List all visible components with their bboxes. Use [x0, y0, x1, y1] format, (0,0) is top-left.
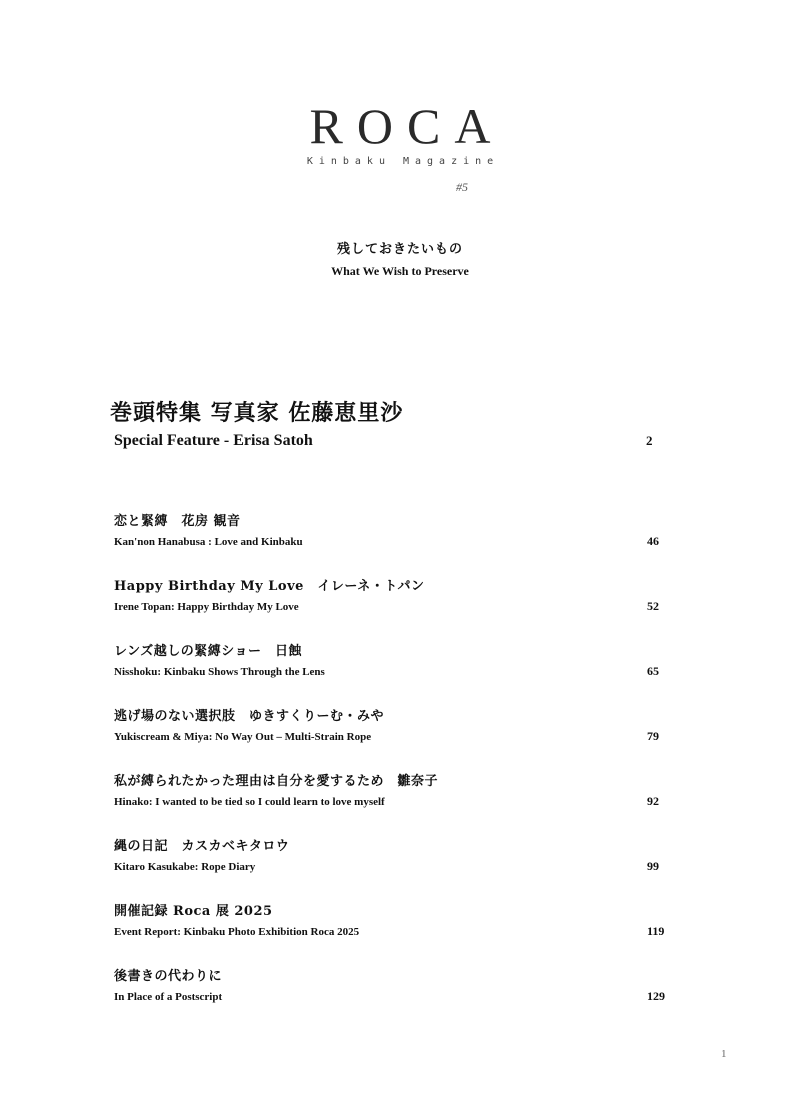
- toc-entry[interactable]: [114, 642, 674, 707]
- toc-title-en: Kitaro Kasukabe: Rope Diary: [114, 861, 256, 873]
- magazine-logo: ROCA: [309, 98, 505, 154]
- toc-title-en: Irene Topan: Happy Birthday My Love: [114, 601, 299, 613]
- toc-entry[interactable]: [114, 837, 674, 902]
- toc-entry[interactable]: [114, 512, 674, 577]
- toc-title-ja: レンズ越しの緊縛ショー 日蝕: [114, 644, 303, 659]
- toc-page-number: 52: [647, 599, 659, 613]
- toc-page-number: 119: [647, 924, 665, 938]
- toc-page-number: 65: [647, 664, 659, 678]
- page-folio: 1: [721, 1048, 727, 1060]
- toc-title-ja: 開催記録 Roca 展 2025: [114, 904, 273, 919]
- toc-page-number: 79: [647, 729, 659, 743]
- toc-entry[interactable]: [114, 707, 674, 772]
- toc-title-ja: 私が縛られたかった理由は自分を愛するため 雛奈子: [114, 774, 439, 789]
- toc-title-en: Hinako: I wanted to be tied so I could learn to love myself: [114, 796, 385, 808]
- toc-entry[interactable]: [114, 772, 674, 837]
- feature-page-number: 2: [646, 433, 653, 448]
- toc-entry[interactable]: [114, 902, 674, 967]
- toc-title-en: Event Report: Kinbaku Photo Exhibition Roca 2025: [114, 926, 360, 938]
- magazine-tagline: Kinbaku Magazine: [306, 156, 500, 167]
- theme-title-en: What We Wish to Preserve: [331, 264, 469, 278]
- toc-title-ja: Happy Birthday My Love イレーネ・トパン: [114, 579, 425, 594]
- table-of-contents: [114, 512, 674, 1032]
- toc-page-number: 99: [647, 859, 659, 873]
- toc-title-en: In Place of a Postscript: [114, 991, 223, 1003]
- toc-title-en: Nisshoku: Kinbaku Shows Through the Lens: [114, 666, 325, 678]
- toc-page-number: 92: [647, 794, 659, 808]
- toc-entry[interactable]: [114, 577, 674, 642]
- toc-title-ja: 縄の日記 カスカベキタロウ: [114, 839, 290, 854]
- toc-page-number: 46: [647, 534, 659, 548]
- toc-title-en: Kan'non Hanabusa : Love and Kinbaku: [114, 536, 303, 548]
- toc-title-ja: 逃げ場のない選択肢 ゆきすくりーむ・みや: [114, 709, 385, 724]
- issue-number: #5: [456, 180, 468, 194]
- masthead: [0, 98, 800, 167]
- theme-title-ja: 残しておきたいもの: [336, 242, 463, 257]
- toc-title-ja: 恋と緊縛 花房 観音: [114, 514, 241, 529]
- feature-title-ja: 巻頭特集 写真家 佐藤恵里沙: [110, 400, 404, 426]
- toc-title-en: Yukiscream & Miya: No Way Out – Multi-Strain Rope: [114, 731, 372, 743]
- feature-title-en: Special Feature - Erisa Satoh: [114, 432, 313, 449]
- toc-entry[interactable]: [114, 967, 674, 1032]
- toc-page-number: 129: [647, 989, 665, 1003]
- toc-title-ja: 後書きの代わりに: [114, 969, 223, 984]
